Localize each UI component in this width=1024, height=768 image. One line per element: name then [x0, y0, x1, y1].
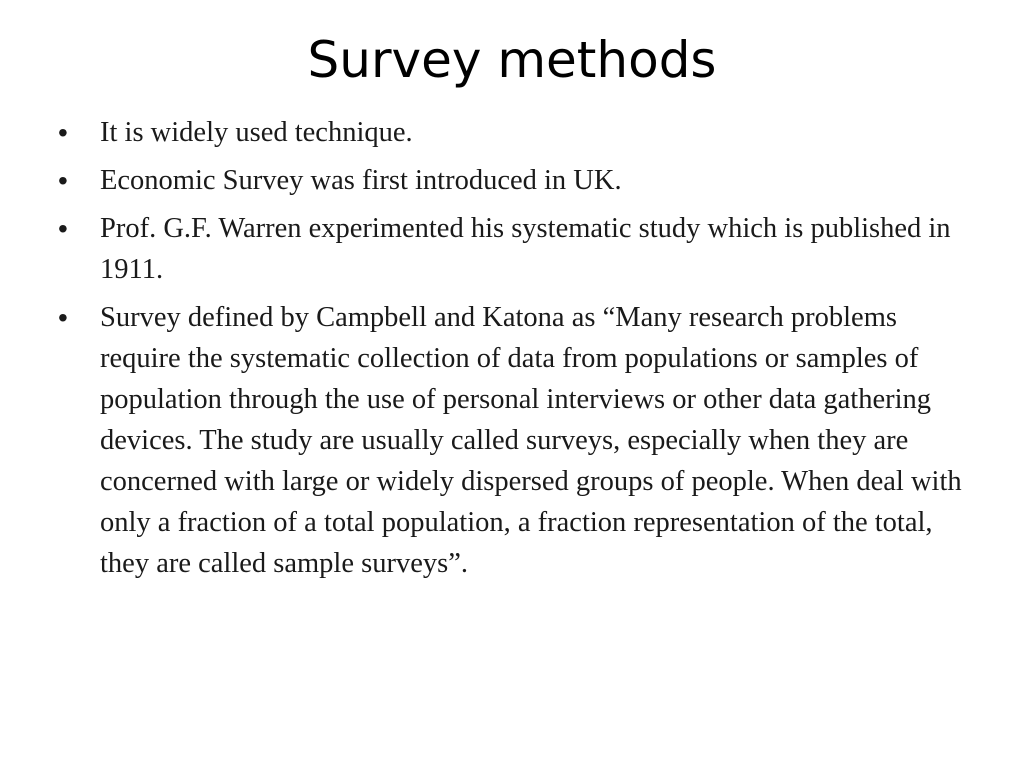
bullet-text: Prof. G.F. Warren experimented his systematic study which is published in 1911. [100, 213, 951, 285]
bullet-dot-icon: • [58, 302, 68, 333]
bullet-dot-icon: • [58, 213, 68, 244]
bullet-dot-icon: • [58, 165, 68, 196]
bullet-text: Survey defined by Campbell and Katona as “Many research problems require the systematic collection of data from populations or samples of population through the use of personal interviews or other data gathering devices. The study are usually called surveys, especially when they are concerned with large or widely dispersed groups of people. When deal with only a fraction of a total population, a fraction representation of the total, they are called sample surveys”. [100, 302, 962, 579]
bullet-text: Economic Survey was first introduced in UK. [100, 165, 622, 196]
bullet-item [56, 112, 968, 153]
bullet-text: It is widely used technique. [100, 117, 413, 148]
slide-title: Survey methods [307, 31, 717, 89]
bullet-list [56, 112, 968, 591]
bullet-item [56, 297, 968, 584]
bullet-dot-icon: • [58, 117, 68, 148]
bullet-item [56, 160, 968, 201]
bullet-item [56, 208, 968, 290]
